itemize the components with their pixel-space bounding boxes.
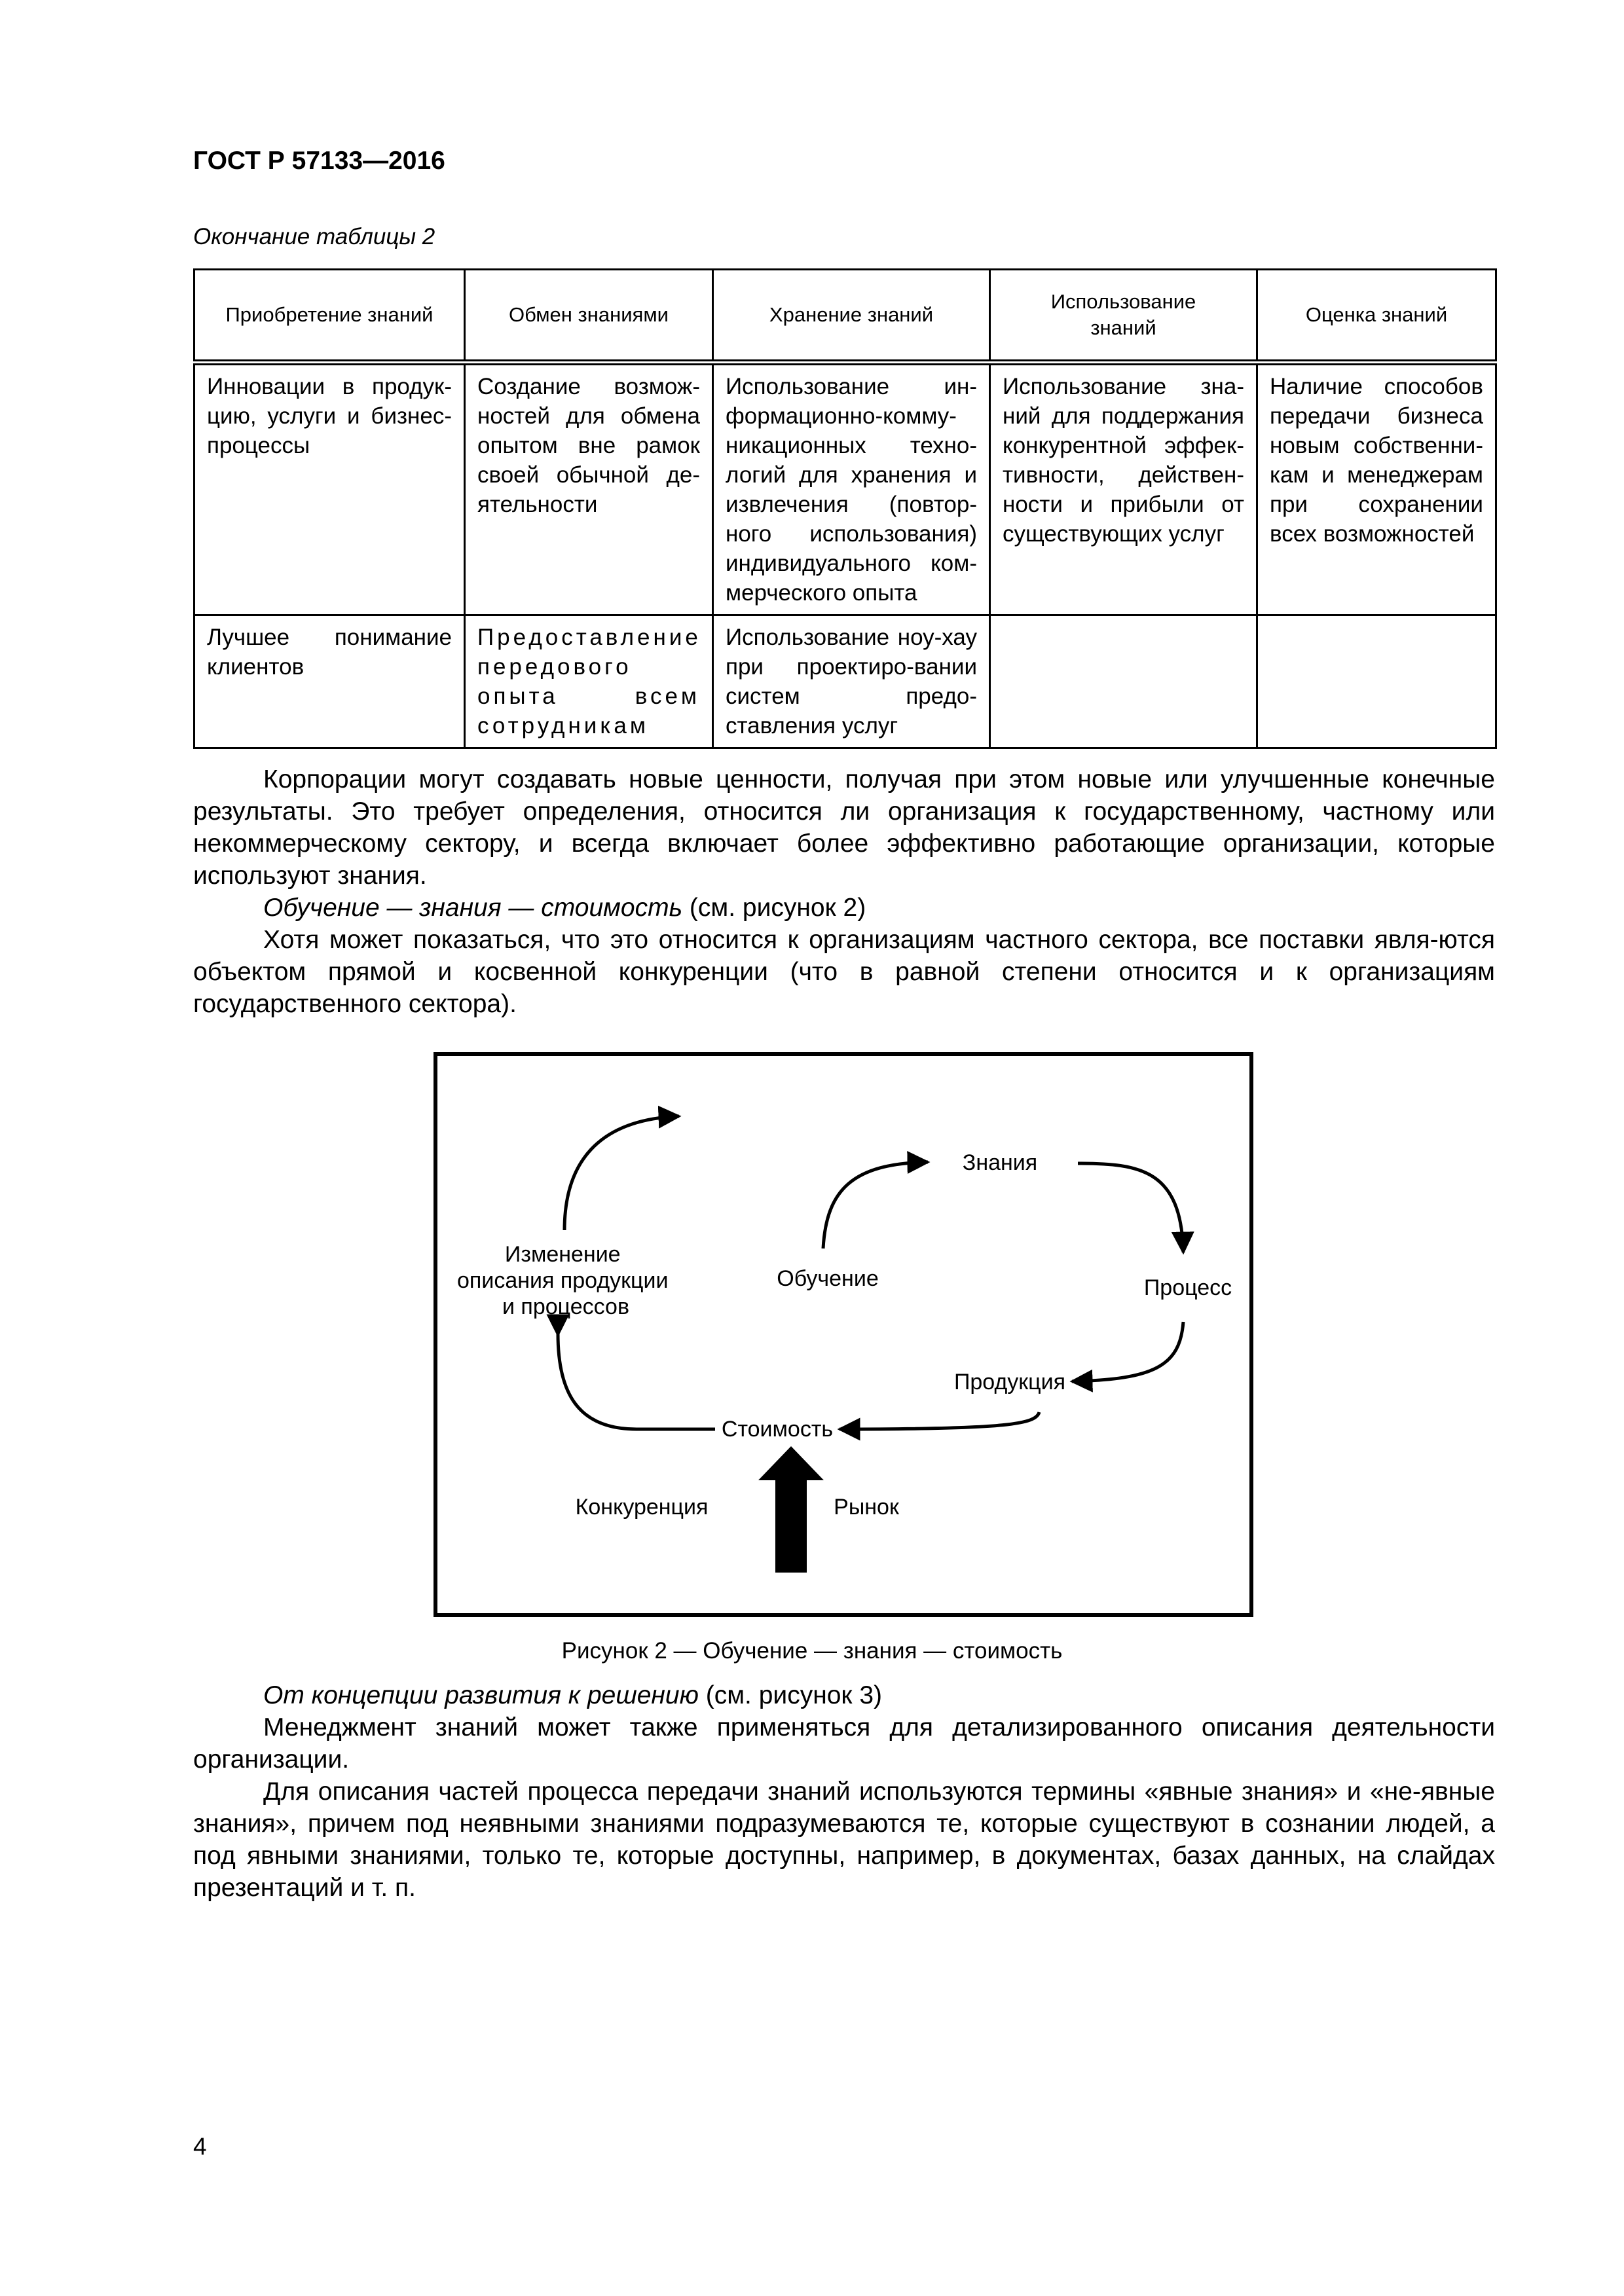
paragraph: Корпорации могут создавать новые ценности, получая при этом новые или улучшенные конечные результаты. Это требует определения, относится ли организация к государственному, частному или некоммерческому сектору, и всегда включает более эффективно работающие организации, которые используют знания.	[193, 765, 1495, 890]
table-row	[194, 363, 1496, 615]
knowledge-table	[193, 268, 1497, 749]
table-cell: Инновации в продук-цию, услуги и бизнес-процессы	[194, 363, 465, 615]
label-knowledge: Знания	[962, 1150, 1038, 1175]
table-cell: Использование зна-ний для поддержания конкурентной эффек-тивности, действен-ности и прибыли от существующих услуг	[990, 363, 1257, 615]
header-text: Использование знаний	[1050, 290, 1196, 339]
table-cell: Использование ин-формационно-комму-никационных техно-логий для хранения и извлечения (повтор-ного использования) индивидуального ком-мерческого опыта	[713, 363, 990, 615]
paragraph: Менеджмент знаний может также применяться для детализированного описания деятельности организации.	[193, 1713, 1495, 1774]
label-change-line: и процессов	[502, 1294, 630, 1319]
text-block-1	[193, 763, 1495, 1020]
table-header-cell	[990, 270, 1257, 363]
paragraph: Хотя может показаться, что это относится к организациям частного сектора, все поставки явля-ются объектом прямой и косвенной конкуренции (что в равной степени относится и к организациям государственного сектора).	[193, 926, 1495, 1018]
table-cell	[1257, 615, 1496, 748]
label-competition: Конкуренция	[575, 1495, 709, 1520]
table-row	[194, 615, 1496, 748]
label-change-line: описания продукции	[457, 1268, 669, 1293]
figure-reference-italic: Обучение — знания — стоимость	[263, 894, 683, 922]
figure-2-diagram	[434, 1052, 1253, 1617]
table-header-cell: Хранение знаний	[713, 270, 990, 363]
paragraph	[193, 892, 1495, 924]
text-block-2	[193, 1679, 1495, 1904]
document-header: ГОСТ Р 57133—2016	[193, 147, 445, 175]
table-cell: Создание возмож-ностей для обмена опытом вне рамок своей обычной де-ятельности	[465, 363, 713, 615]
figure-caption: Рисунок 2 — Обучение — знания — стоимость	[561, 1638, 1063, 1664]
figure-reference: (см. рисунок 2)	[682, 894, 866, 922]
table-caption: Окончание таблицы 2	[193, 224, 435, 249]
paragraph	[193, 1679, 1495, 1711]
table-cell: Наличие способов передачи бизнеса новым собственни-кам и менеджерам при сохранении всех возможностей	[1257, 363, 1496, 615]
page-number: 4	[193, 2133, 207, 2160]
label-market: Рынок	[834, 1495, 899, 1520]
label-change-line: Изменение	[504, 1242, 621, 1267]
table-header-cell: Приобретение знаний	[194, 270, 465, 363]
table-cell: Предоставление передового опыта всем сотрудникам	[465, 615, 713, 748]
table-cell: Лучшее понимание клиентов	[194, 615, 465, 748]
label-value: Стоимость	[721, 1417, 834, 1442]
paragraph: Для описания частей процесса передачи знаний используются термины «явные знания» и «не-явные знания», причем под неявными знаниями подразумеваются те, которые существуют в сознании людей, а под явными знаниями, только те, которые доступны, например, в документах, базах данных, на слайдах презентаций и т. п.	[193, 1777, 1495, 1902]
label-products: Продукция	[953, 1370, 1066, 1394]
table-cell	[990, 615, 1257, 748]
table-header-cell: Оценка знаний	[1257, 270, 1496, 363]
figure-reference: (см. рисунок 3)	[698, 1681, 882, 1709]
label-learning: Обучение	[777, 1266, 879, 1291]
table-header-row	[194, 270, 1496, 363]
figure-reference-italic: От концепции развития к решению	[263, 1681, 699, 1709]
table-cell: Использование ноу-хау при проектиро-вании систем предо-ставления услуг	[713, 615, 990, 748]
label-process: Процесс	[1143, 1275, 1232, 1300]
table-header-cell: Обмен знаниями	[465, 270, 713, 363]
